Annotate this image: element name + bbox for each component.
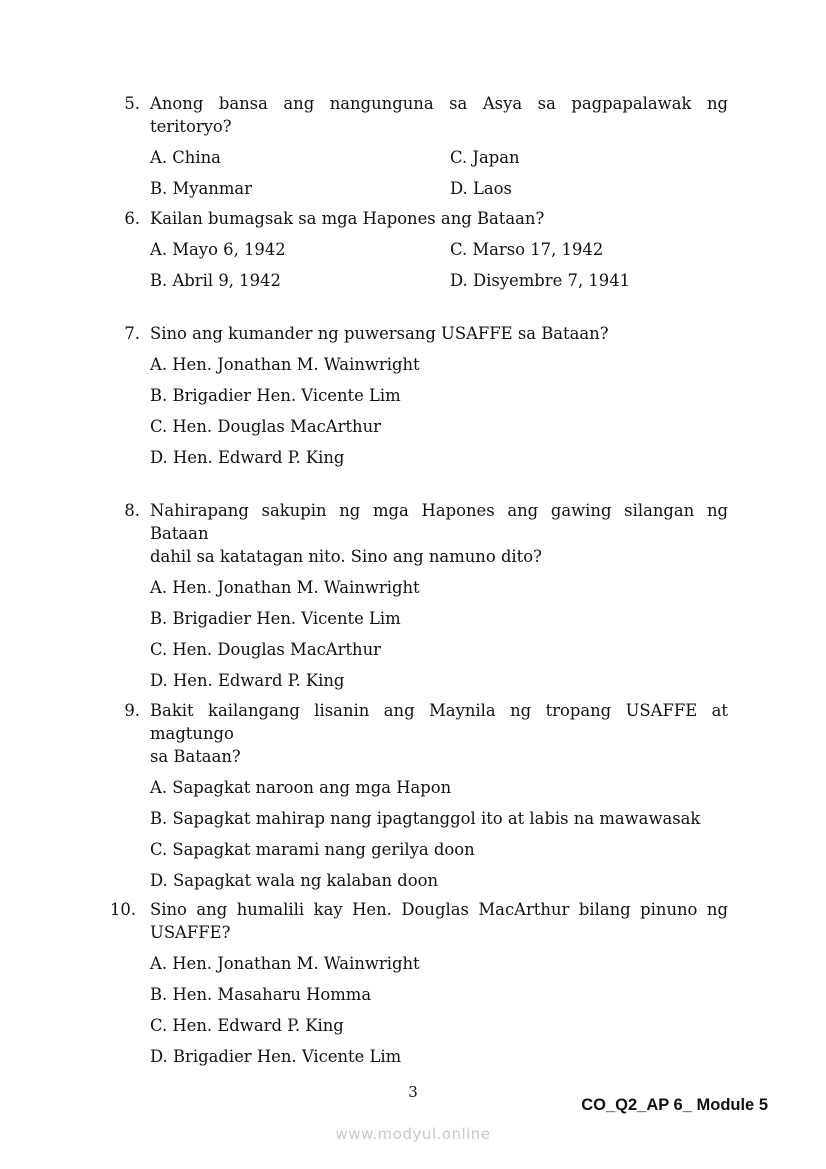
choice-c: C. Marso 17, 1942 — [450, 240, 604, 259]
question-number: 9. — [124, 701, 140, 720]
question-stem — [110, 207, 728, 230]
choice-b: B. Sapagkat mahirap nang ipagtanggol ito at labis na mawawasak — [150, 809, 701, 828]
question-text-line-1: Sino ang humalili kay Hen. Douglas MacArthur bilang pinuno ng — [150, 900, 728, 919]
question-stem — [110, 92, 728, 138]
module-code: CO_Q2_AP 6_ Module 5 — [581, 1096, 768, 1114]
choice-c: C. Hen. Edward P. King — [150, 1016, 344, 1035]
question-number: 10. — [110, 900, 137, 919]
question-5 — [110, 92, 728, 208]
question-text: Sino ang kumander ng puwersang USAFFE sa Bataan? — [150, 324, 609, 343]
question-text-line-1: Bakit kailangang lisanin ang Maynila ng tropang USAFFE at magtungo — [150, 701, 728, 743]
watermark: www.modyul.online — [335, 1125, 491, 1143]
question-number: 6. — [124, 209, 140, 228]
choice-b: B. Brigadier Hen. Vicente Lim — [150, 386, 401, 405]
question-number: 5. — [124, 94, 140, 113]
choices — [110, 146, 728, 208]
choices — [110, 353, 728, 477]
choice-c: C. Hen. Douglas MacArthur — [150, 640, 381, 659]
choice-b: B. Myanmar — [150, 179, 252, 198]
question-stem — [110, 898, 728, 944]
question-10 — [110, 898, 728, 1076]
choice-c: C. Japan — [450, 148, 520, 167]
choice-a: A. Hen. Jonathan M. Wainwright — [150, 954, 420, 973]
choice-d: D. Laos — [450, 179, 512, 198]
question-8 — [110, 499, 728, 700]
choice-c: C. Hen. Douglas MacArthur — [150, 417, 381, 436]
question-stem — [110, 322, 728, 345]
question-text-line-1: Nahirapang sakupin ng mga Hapones ang gawing silangan ng Bataan — [150, 501, 728, 543]
choice-a: A. Hen. Jonathan M. Wainwright — [150, 355, 420, 374]
choice-d: D. Sapagkat wala ng kalaban doon — [150, 871, 439, 890]
choices — [110, 238, 728, 300]
page-number: 3 — [408, 1083, 418, 1101]
choices — [110, 776, 728, 900]
question-text-line-2: dahil sa katatagan nito. Sino ang namuno dito? — [150, 547, 542, 566]
choice-a: A. Mayo 6, 1942 — [150, 240, 286, 259]
choice-b: B. Brigadier Hen. Vicente Lim — [150, 609, 401, 628]
question-9 — [110, 699, 728, 900]
question-stem — [110, 499, 728, 568]
question-text: Anong bansa ang nangunguna sa Asya sa pagpapalawak ng teritoryo? — [150, 94, 728, 136]
choices — [110, 576, 728, 700]
choice-b: B. Abril 9, 1942 — [150, 271, 281, 290]
choice-c: C. Sapagkat marami nang gerilya doon — [150, 840, 475, 859]
choice-a: A. Sapagkat naroon ang mga Hapon — [150, 778, 452, 797]
question-stem — [110, 699, 728, 768]
question-6 — [110, 207, 728, 300]
question-7 — [110, 322, 728, 477]
choice-d: D. Hen. Edward P. King — [150, 671, 345, 690]
choice-d: D. Brigadier Hen. Vicente Lim — [150, 1047, 402, 1066]
choice-b: B. Hen. Masaharu Homma — [150, 985, 372, 1004]
question-text-line-2: USAFFE? — [150, 923, 231, 942]
choice-a: A. Hen. Jonathan M. Wainwright — [150, 578, 420, 597]
choice-a: A. China — [150, 148, 221, 167]
choices — [110, 952, 728, 1076]
question-text-line-2: sa Bataan? — [150, 747, 241, 766]
question-text: Kailan bumagsak sa mga Hapones ang Bataan? — [150, 209, 545, 228]
question-number: 8. — [124, 501, 140, 520]
choice-d: D. Disyembre 7, 1941 — [450, 271, 631, 290]
choice-d: D. Hen. Edward P. King — [150, 448, 345, 467]
question-number: 7. — [124, 324, 140, 343]
